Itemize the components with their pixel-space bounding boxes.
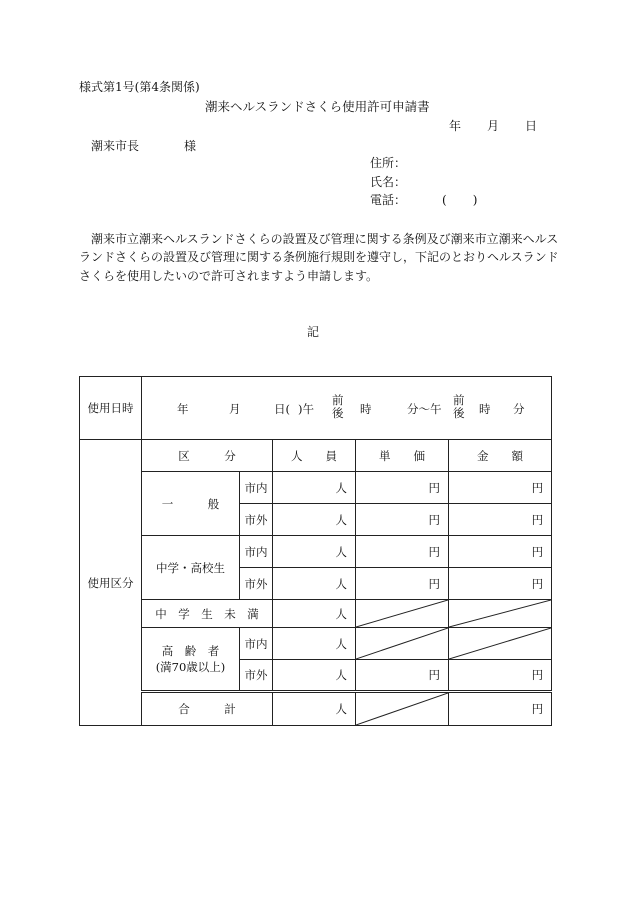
- usage-date-label: 使用日時: [80, 377, 142, 440]
- amount-cell[interactable]: 円: [449, 472, 552, 504]
- usage-category-label: 使用区分: [80, 440, 142, 726]
- persons-cell[interactable]: 人: [273, 600, 356, 628]
- crossed-cell: [356, 628, 449, 660]
- amount-cell[interactable]: 円: [449, 504, 552, 536]
- applicant-address-label: 住所：: [370, 156, 407, 170]
- sub-outside: 市外: [240, 568, 273, 600]
- am-pm-stack-start: 前 後: [332, 393, 344, 420]
- document-title: 潮来ヘルスランドさくら使用許可申請書: [205, 99, 430, 114]
- table-header-row: [80, 440, 552, 472]
- unit-price-cell[interactable]: 円: [356, 568, 449, 600]
- group-students: 中学・高校生: [142, 536, 240, 600]
- usage-date-field[interactable]: [142, 377, 552, 440]
- form-number: 様式第1号(第4条関係): [79, 80, 200, 94]
- amount-cell[interactable]: 円: [449, 568, 552, 600]
- total-row: [80, 692, 552, 726]
- applicant-name-label: 氏名：: [370, 175, 407, 189]
- group-under-junior: 中 学 生 未 満: [142, 600, 273, 628]
- usage-minute-end: 分: [513, 402, 525, 416]
- ki-heading: 記: [307, 325, 320, 339]
- body-line-3: さくらを使用したいので許可されますよう申請します。: [79, 269, 379, 283]
- usage-hour-start: 時: [360, 402, 372, 416]
- table-row: [80, 628, 552, 660]
- usage-table: [79, 376, 552, 726]
- unit-price-cell[interactable]: 円: [356, 536, 449, 568]
- usage-month: 月: [229, 402, 241, 416]
- usage-day: 日( )午: [274, 402, 314, 416]
- table-row: [80, 472, 552, 504]
- applicant-phone-label: 電話：: [370, 193, 407, 207]
- group-total: 合 計: [142, 692, 273, 726]
- crossed-cell: [449, 628, 552, 660]
- table-row: [80, 600, 552, 628]
- sub-inside: 市内: [240, 536, 273, 568]
- persons-cell[interactable]: 人: [273, 568, 356, 600]
- persons-cell[interactable]: 人: [273, 628, 356, 660]
- usage-year: 年: [177, 402, 189, 416]
- table-row: [80, 536, 552, 568]
- crossed-cell: [356, 600, 449, 628]
- applicant-phone-line: [370, 193, 477, 207]
- elderly-label: 高 齢 者: [161, 644, 220, 658]
- persons-cell[interactable]: 人: [273, 536, 356, 568]
- elderly-note: (満70歳以上): [155, 660, 226, 674]
- unit-price-cell[interactable]: 円: [356, 504, 449, 536]
- usage-date-row: [80, 377, 552, 440]
- date-year: 年: [449, 119, 462, 133]
- usage-minute-to: 分～午: [407, 402, 442, 416]
- date-month: 月: [487, 119, 500, 133]
- am-pm-stack-end: 前 後: [453, 393, 465, 420]
- persons-cell[interactable]: 人: [273, 504, 356, 536]
- amount-cell[interactable]: 円: [449, 536, 552, 568]
- addressee-name: 潮来市長: [91, 139, 140, 153]
- addressee-honorific: 様: [184, 139, 197, 153]
- phone-paren-close: ): [472, 193, 478, 207]
- amount-cell[interactable]: 円: [449, 692, 552, 726]
- header-unit-price: 単 価: [356, 440, 449, 472]
- sub-inside: 市内: [240, 628, 273, 660]
- unit-price-cell[interactable]: 円: [356, 660, 449, 692]
- usage-hour-end: 時: [479, 402, 491, 416]
- body-line-1: 潮来市立潮来ヘルスランドさくらの設置及び管理に関する条例及び潮来市立潮来ヘルス: [91, 232, 559, 246]
- sub-outside: 市外: [240, 660, 273, 692]
- date-day: 日: [525, 119, 538, 133]
- group-general: 一 般: [142, 472, 240, 536]
- crossed-cell: [449, 600, 552, 628]
- phone-paren-open: (: [442, 193, 447, 207]
- addressee: [91, 139, 196, 153]
- sub-outside: 市外: [240, 504, 273, 536]
- persons-cell[interactable]: 人: [273, 472, 356, 504]
- header-category: 区 分: [142, 440, 273, 472]
- body-line-2: ランドさくらの設置及び管理に関する条例施行規則を遵守し，下記のとおりヘルスランド: [79, 250, 559, 264]
- amount-cell[interactable]: 円: [449, 660, 552, 692]
- sub-inside: 市内: [240, 472, 273, 504]
- persons-cell[interactable]: 人: [273, 660, 356, 692]
- header-persons: 人 員: [273, 440, 356, 472]
- unit-price-cell[interactable]: 円: [356, 472, 449, 504]
- group-elderly: [142, 628, 240, 692]
- persons-cell[interactable]: 人: [273, 692, 356, 726]
- date-line: [449, 119, 537, 133]
- crossed-cell: [356, 692, 449, 726]
- header-amount: 金 額: [449, 440, 552, 472]
